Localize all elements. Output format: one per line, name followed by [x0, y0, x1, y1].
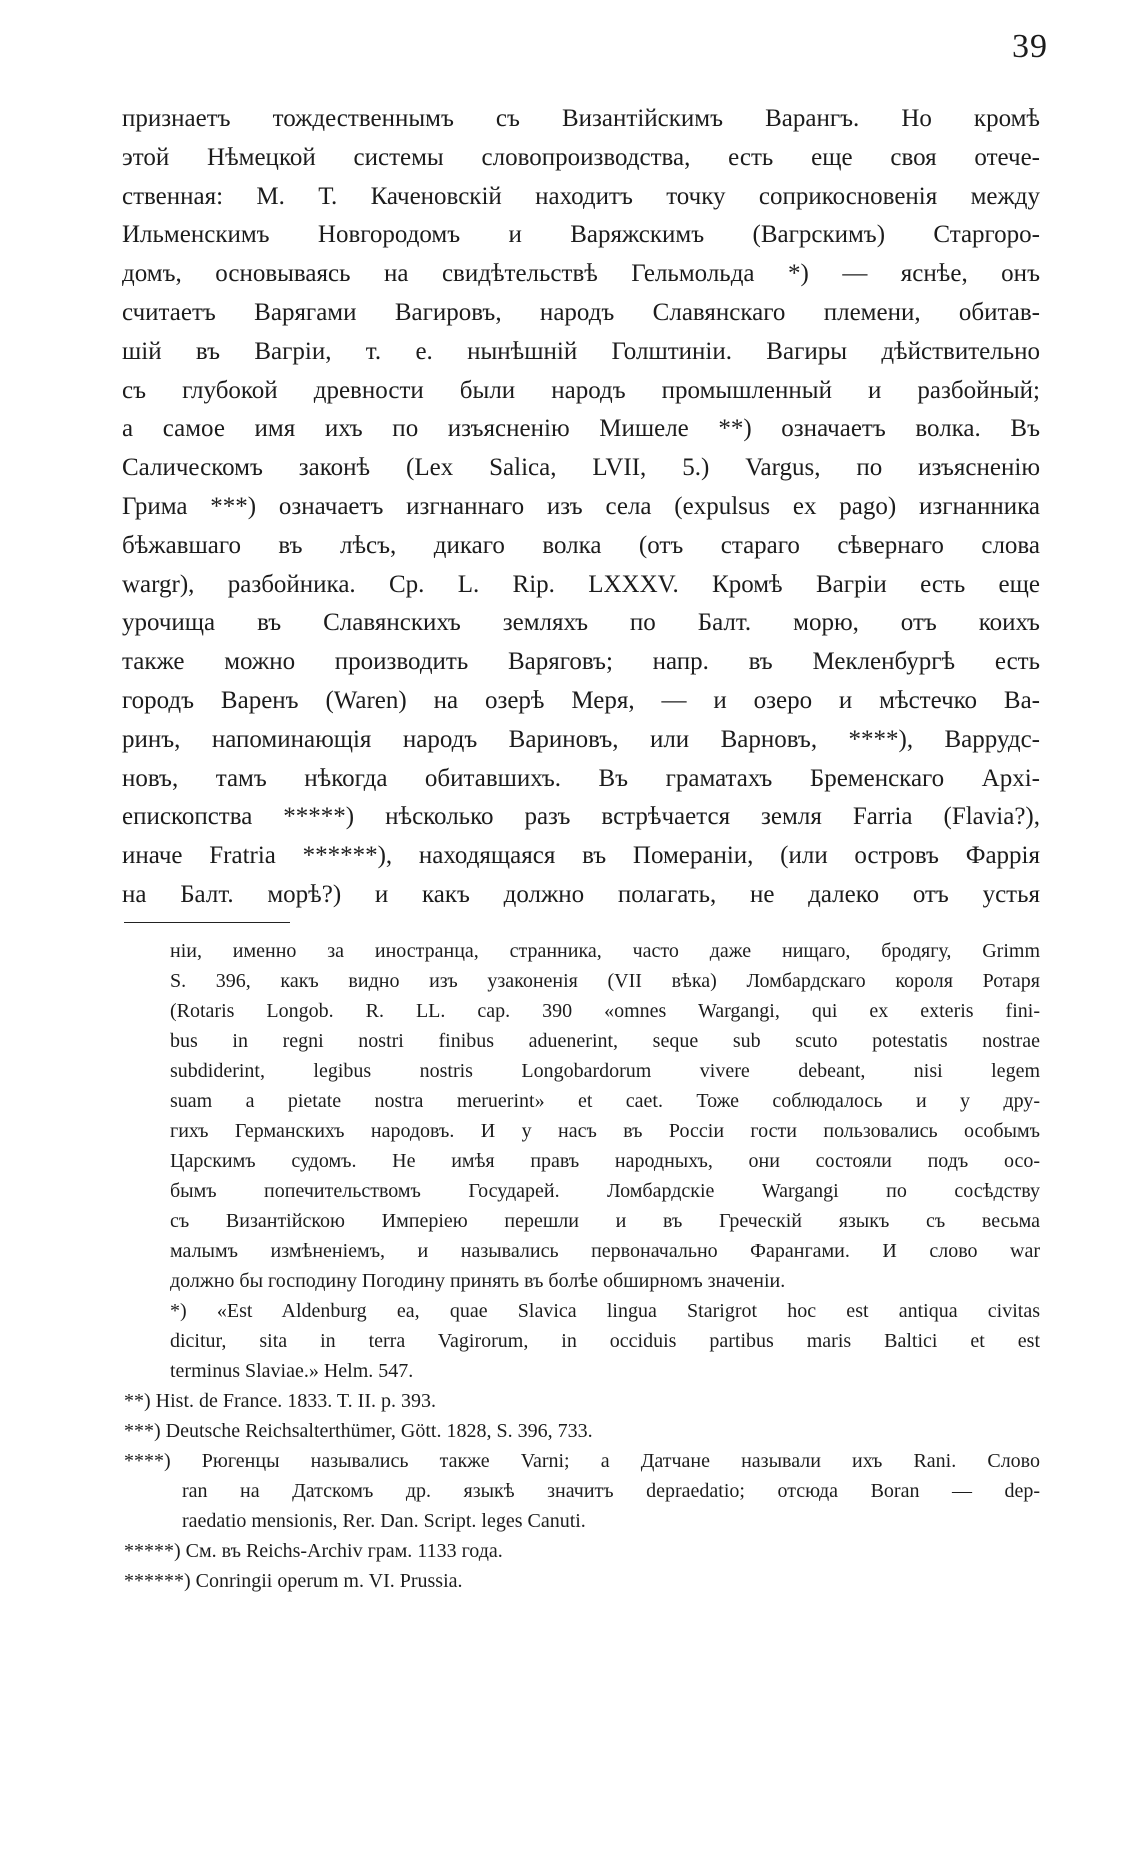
footnote-aldenburg: *) «Est Aldenburg ea, quae Slavica lingua Starigrot hoc est antiqua civitas — [170, 1300, 1040, 1322]
footnote-line: (Rotaris Longob. R. LL. cap. 390 «omnes Wargangi, qui ex exteris fini- — [170, 1000, 1040, 1022]
footnote-line: S. 396, какъ видно изъ узаконенія (VII вѣка) Ломбардскаго короля Ротаря — [170, 970, 1040, 992]
main-text-line: домъ, основываясь на свидѣтельствѣ Гельмольда *) — яснѣе, онъ — [122, 260, 1040, 288]
footnote-conringii: ******) Conringii operum m. VI. Prussia. — [124, 1570, 463, 1592]
main-text-line: а самое имя ихъ по изъясненію Мишеле **) означаетъ волка. Въ — [122, 415, 1040, 443]
footnote-line: гихъ Германскихъ народовъ. И у насъ въ Россіи гости пользовались особымъ — [170, 1120, 1040, 1142]
footnotes-block — [124, 936, 1040, 1596]
page-number: 39 — [1012, 28, 1048, 65]
main-text-line: бѣжавшаго въ лѣсъ, дикаго волка (отъ стараго сѣвернаго слова — [122, 531, 1040, 559]
footnote-line: bus in regni nostri finibus aduenerint, seque sub scuto potestatis nostrae — [170, 1030, 1040, 1052]
main-text-line: wargr), разбойника. Ср. L. Rip. LXXXV. Кромѣ Вагріи есть еще — [122, 570, 1040, 598]
footnote-line: Царскимъ судомъ. Не имѣя правъ народныхъ, они состояли подъ осо- — [170, 1150, 1040, 1172]
footnote-line: suam a pietate nostra meruerint» et caet. Тоже соблюдалось и у дру- — [170, 1090, 1040, 1112]
footnote-line: малымъ измѣненіемъ, и назывались первоначально Фарангами. И слово war — [170, 1240, 1040, 1262]
main-text-line: съ глубокой древности были народъ промышленный и разбойный; — [122, 376, 1040, 404]
main-text-line: ринъ, напоминающія народъ Вариновъ, или Варновъ, ****), Варрудс- — [122, 725, 1040, 753]
footnote-line: должно бы господину Погодину принять въ болѣе обширномъ значеніи. — [170, 1270, 786, 1292]
main-text-line: считаетъ Варягами Вагировъ, народъ Славянскаго племени, обитав- — [122, 298, 1040, 326]
footnote-divider — [124, 922, 290, 923]
footnote-line: subdiderint, legibus nostris Longobardorum vivere debeant, nisi legem — [170, 1060, 1040, 1082]
footnote-line: ran на Датскомъ др. языкѣ значитъ depraedatio; отсюда Boran — dep- — [182, 1480, 1040, 1502]
footnote-line: бымъ попечительствомъ Государей. Ломбардскіе Wargangi по сосѣдству — [170, 1180, 1040, 1202]
main-text-line: признаетъ тождественнымъ съ Византійскимъ Варангъ. Но кромѣ — [122, 105, 1040, 132]
footnote-rugen: ****) Рюгенцы назывались также Varni; а Датчане называли ихъ Rani. Слово — [124, 1450, 1040, 1472]
main-text-line: ственная: М. Т. Каченовскій находитъ точку соприкосновенія между — [122, 182, 1040, 210]
main-text-line: Салическомъ законѣ (Lex Salica, LVII, 5.) Vargus, по изъясненію — [122, 454, 1040, 482]
footnote-line: ніи, именно за иностранца, странника, часто даже нищаго, бродягу, Grimm — [170, 940, 1040, 962]
main-text-line: урочища въ Славянскихъ земляхъ по Балт. морю, отъ коихъ — [122, 609, 1040, 637]
main-text-line: шій въ Вагріи, т. е. нынѣшній Голштиніи. Вагиры дѣйствительно — [122, 337, 1040, 365]
footnote-deutsche-reichsalterthumer: ***) Deutsche Reichsalterthümer, Gött. 1828, S. 396, 733. — [124, 1420, 593, 1442]
footnote-reichs-archiv: *****) См. въ Reichs-Archiv грам. 1133 года. — [124, 1540, 503, 1562]
main-text-line: на Балт. морѣ?) и какъ должно полагать, не далеко отъ устья — [122, 880, 1040, 908]
main-text-block — [122, 100, 1040, 915]
main-text-line: этой Нѣмецкой системы словопроизводства, есть еще своя отече- — [122, 143, 1040, 171]
main-text-line: иначе Fratria ******), находящаяся въ Помераніи, (или островъ Фаррія — [122, 842, 1040, 870]
footnote-line: съ Византійскою Имперіею перешли и въ Греческій языкъ съ весьма — [170, 1210, 1040, 1232]
footnote-line: dicitur, sita in terra Vagirorum, in occiduis partibus maris Baltici et est — [170, 1330, 1040, 1352]
main-text-line: новъ, тамъ нѣкогда обитавшихъ. Въ граматахъ Бременскаго Архі- — [122, 764, 1040, 792]
footnote-line: raedatio mensionis, Rer. Dan. Script. leges Canuti. — [182, 1510, 586, 1532]
main-text-line: городъ Варенъ (Waren) на озерѣ Меря, — и озеро и мѣстечко Ва- — [122, 686, 1040, 714]
main-text-line: Грима ***) означаетъ изгнаннаго изъ села (expulsus ex pago) изгнанника — [122, 492, 1040, 520]
main-text-line: также можно производить Варяговъ; напр. въ Мекленбургѣ есть — [122, 648, 1040, 676]
main-text-line: Ильменскимъ Новгородомъ и Варяжскимъ (Вагрскимъ) Старгоро- — [122, 221, 1040, 249]
footnote-line: terminus Slaviae.» Helm. 547. — [170, 1360, 414, 1382]
footnote-hist-de-france: **) Hist. de France. 1833. T. II. p. 393. — [124, 1390, 436, 1412]
main-text-line: епископства *****) нѣсколько разъ встрѣчается земля Farria (Flavia?), — [122, 803, 1040, 831]
